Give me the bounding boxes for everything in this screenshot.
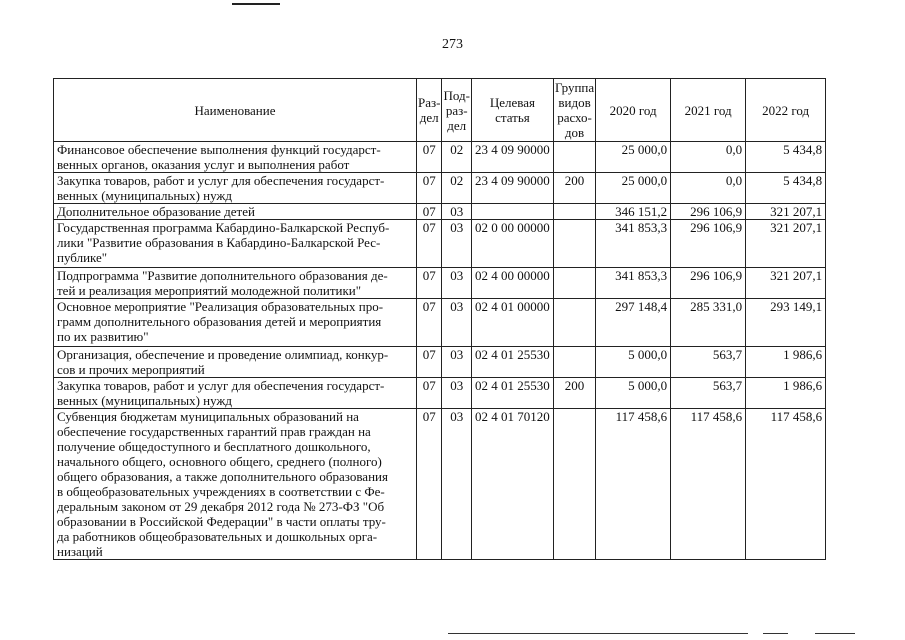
row-2022: 321 207,1 [746,204,826,220]
row-2020: 341 853,3 [596,268,671,299]
row-2022: 1 986,6 [746,347,826,378]
row-2020: 341 853,3 [596,220,671,268]
row-razdel: 07 [417,268,442,299]
row-target: 02 0 00 00000 [471,220,553,268]
row-2021: 285 331,0 [671,299,746,347]
row-name: Закупка товаров, работ и услуг для обеспечения государст- венных (муниципальных) нужд [54,173,417,204]
row-razdel: 07 [417,299,442,347]
row-2021: 117 458,6 [671,409,746,560]
row-podrazdel: 03 [442,220,471,268]
row-2020: 117 458,6 [596,409,671,560]
header-2022: 2022 год [746,79,826,142]
row-target: 23 4 09 90000 [471,173,553,204]
row-2021: 563,7 [671,347,746,378]
row-name: Подпрограмма "Развитие дополнительного образования де- тей и реализация мероприятий молодежной политики" [54,268,417,299]
row-group [553,220,595,268]
row-2022: 321 207,1 [746,268,826,299]
header-target: Целевая статья [471,79,553,142]
row-2022: 321 207,1 [746,220,826,268]
row-name: Закупка товаров, работ и услуг для обеспечения государст- венных (муниципальных) нужд [54,378,417,409]
row-2020: 5 000,0 [596,347,671,378]
table-row [54,378,826,409]
table-row [54,268,826,299]
row-target: 02 4 01 00000 [471,299,553,347]
row-razdel: 07 [417,173,442,204]
budget-table [53,78,826,560]
row-name: Дополнительное образование детей [54,204,417,220]
row-target: 02 4 01 25530 [471,378,553,409]
row-target [471,204,553,220]
row-name: Организация, обеспечение и проведение олимпиад, конкур- сов и прочих мероприятий [54,347,417,378]
row-podrazdel: 03 [442,204,471,220]
table-row [54,409,826,560]
header-razdel: Раз- дел [417,79,442,142]
row-target: 02 4 01 70120 [471,409,553,560]
table-row [54,142,826,173]
row-2020: 25 000,0 [596,142,671,173]
row-razdel: 07 [417,409,442,560]
header-name: Наименование [54,79,417,142]
row-2022: 1 986,6 [746,378,826,409]
table-row [54,220,826,268]
row-2022: 5 434,8 [746,142,826,173]
row-group [553,204,595,220]
row-group: 200 [553,173,595,204]
table-row [54,204,826,220]
row-2021: 296 106,9 [671,220,746,268]
header-row [54,79,826,142]
row-target: 02 4 00 00000 [471,268,553,299]
row-2021: 0,0 [671,142,746,173]
row-group: 200 [553,378,595,409]
row-razdel: 07 [417,220,442,268]
row-2022: 5 434,8 [746,173,826,204]
row-group [553,142,595,173]
row-name: Субвенция бюджетам муниципальных образований на обеспечение государственных гарантий прав граждан на получение общедоступного и бесплатного дошкольного, начального общего, основного общего, среднего (полного) общего образования, а также дополнительного образования в общеобразовательных учреждениях в соответствии с Фе- деральным законом от 29 декабря 2012 года № 273-ФЗ "Об образовании в Российской Федерации" в части оплаты тру- да работников общеобразовательных и дошкольных орга- низаций [54,409,417,560]
row-podrazdel: 03 [442,299,471,347]
row-name: Финансовое обеспечение выполнения функций государст- венных органов, оказания услуг и выполнения работ [54,142,417,173]
header-2020: 2020 год [596,79,671,142]
row-2021: 563,7 [671,378,746,409]
table-row [54,299,826,347]
row-razdel: 07 [417,378,442,409]
row-podrazdel: 02 [442,142,471,173]
table-row [54,173,826,204]
footer-rule-right [815,633,855,634]
row-2022: 117 458,6 [746,409,826,560]
row-name: Государственная программа Кабардино-Балкарской Респуб- лики "Развитие образования в Кабардино-Балкарской Рес- публике" [54,220,417,268]
row-group [553,268,595,299]
row-2020: 5 000,0 [596,378,671,409]
row-razdel: 07 [417,204,442,220]
header-podrazdel: Под- раз- дел [442,79,471,142]
row-target: 23 4 09 90000 [471,142,553,173]
row-2020: 25 000,0 [596,173,671,204]
row-2022: 293 149,1 [746,299,826,347]
row-group [553,347,595,378]
row-name: Основное мероприятие "Реализация образовательных про- грамм дополнительного образования детей и мероприятия по их развитию" [54,299,417,347]
row-2021: 296 106,9 [671,268,746,299]
row-razdel: 07 [417,347,442,378]
header-group: Группа видов расхо- дов [554,80,595,140]
footer-rule-mid [763,633,788,634]
row-podrazdel: 02 [442,173,471,204]
row-podrazdel: 03 [442,378,471,409]
row-group [553,409,595,560]
row-2021: 0,0 [671,173,746,204]
row-podrazdel: 03 [442,409,471,560]
top-edge-rule [232,3,280,5]
row-razdel: 07 [417,142,442,173]
page-number: 273 [442,37,463,52]
row-podrazdel: 03 [442,268,471,299]
header-2021: 2021 год [671,79,746,142]
row-group [553,299,595,347]
row-2020: 297 148,4 [596,299,671,347]
footer-rule-left [448,633,748,634]
row-target: 02 4 01 25530 [471,347,553,378]
row-podrazdel: 03 [442,347,471,378]
table-row [54,347,826,378]
row-2021: 296 106,9 [671,204,746,220]
row-2020: 346 151,2 [596,204,671,220]
